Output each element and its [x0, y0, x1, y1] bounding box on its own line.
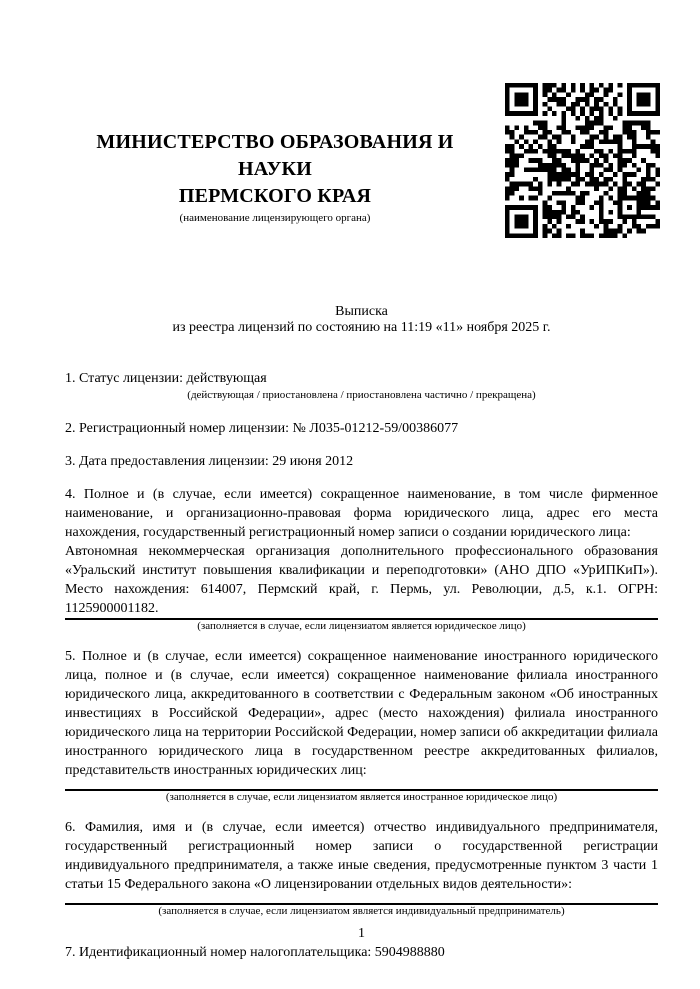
item-1-text: 1. Статус лицензии: действующая [65, 371, 267, 386]
item-4-value: Автономная некоммерческая организация дополнительного профессионального образования «Уральский институт повышения квалификации и переподготовки» (АНО ДПО «УрИПКиП»). Место нахождения: 614007, Пермский край, г. Пермь, ул. Революции, д.5, к.1. ОГРН: 1125900001182. [65, 544, 658, 616]
item-6-note: (заполняется в случае, если лицензиатом является индивидуальный предприниматель) [158, 905, 565, 917]
item-5-note: (заполняется в случае, если лицензиатом является иностранное юридическое лицо) [165, 791, 558, 803]
item-3-license-date [65, 451, 658, 472]
item-7-text: 7. Идентификационный номер налогоплательщика: 5904988880 [65, 945, 445, 960]
ministry-name-line2: ПЕРМСКОГО КРАЯ [178, 185, 372, 207]
document-body [65, 368, 658, 963]
title-line2: из реестра лицензий по состоянию на 11:19 «11» ноября 2025 г. [172, 320, 551, 335]
qr-code-icon [505, 83, 660, 238]
document-header [65, 129, 485, 225]
item-7-taxpayer-id [65, 942, 658, 963]
qr-code-image [505, 83, 660, 238]
item-5-foreign-entity [65, 647, 658, 804]
licensing-authority-note: (наименование лицензирующего органа) [179, 212, 371, 224]
item-4-note: (заполняется в случае, если лицензиатом является юридическое лицо) [197, 620, 526, 632]
ministry-name-line1: МИНИСТЕРСТВО ОБРАЗОВАНИЯ И НАУКИ [96, 131, 454, 180]
item-6-individual-entrepreneur [65, 818, 658, 918]
page-number: 1 [358, 926, 365, 941]
item-2-registration-number [65, 418, 658, 439]
document-title [65, 304, 658, 336]
title-line1: Выписка [335, 304, 388, 319]
item-1-license-status [65, 368, 658, 402]
item-4-legal-entity [65, 485, 658, 633]
item-6-text: 6. Фамилия, имя и (в случае, если имеется) отчество индивидуального предпринимателя, государственный регистрационный номер записи о государственной регистрации индивидуального предпринимателя, а также иные сведения, предусмотренные пунктом 3 части 1 статьи 15 Федерального закона «О лицензировании отдельных видов деятельности»: [65, 820, 658, 892]
item-4-text: 4. Полное и (в случае, если имеется) сокращенное наименование, в том числе фирменное наименование, и организационно-правовая форма юридического лица, адрес его места нахождения, государственный регистрационный номер записи о создании юридического лица: [65, 487, 658, 540]
item-1-note: (действующая / приостановлена / приостановлена частично / прекращена) [187, 389, 536, 401]
item-2-text: 2. Регистрационный номер лицензии: № Л035-01212-59/00386077 [65, 421, 459, 436]
item-3-text: 3. Дата предоставления лицензии: 29 июня 2012 [65, 454, 354, 469]
item-5-text: 5. Полное и (в случае, если имеется) сокращенное наименование иностранного юридического лица, полное и (в случае, если имеется) сокращенное наименование филиала иностранного юридического лица, аккредитованного в соответствии с Федеральным законом «Об иностранных инвестициях в Российской Федерации», адрес (место нахождения) филиала иностранного юридического лица на территории Российской Федерации, номер записи об аккредитации филиала иностранного юридического лица в государственном реестре аккредитованных филиалов, представительств иностранных юридических лиц: [65, 649, 658, 778]
